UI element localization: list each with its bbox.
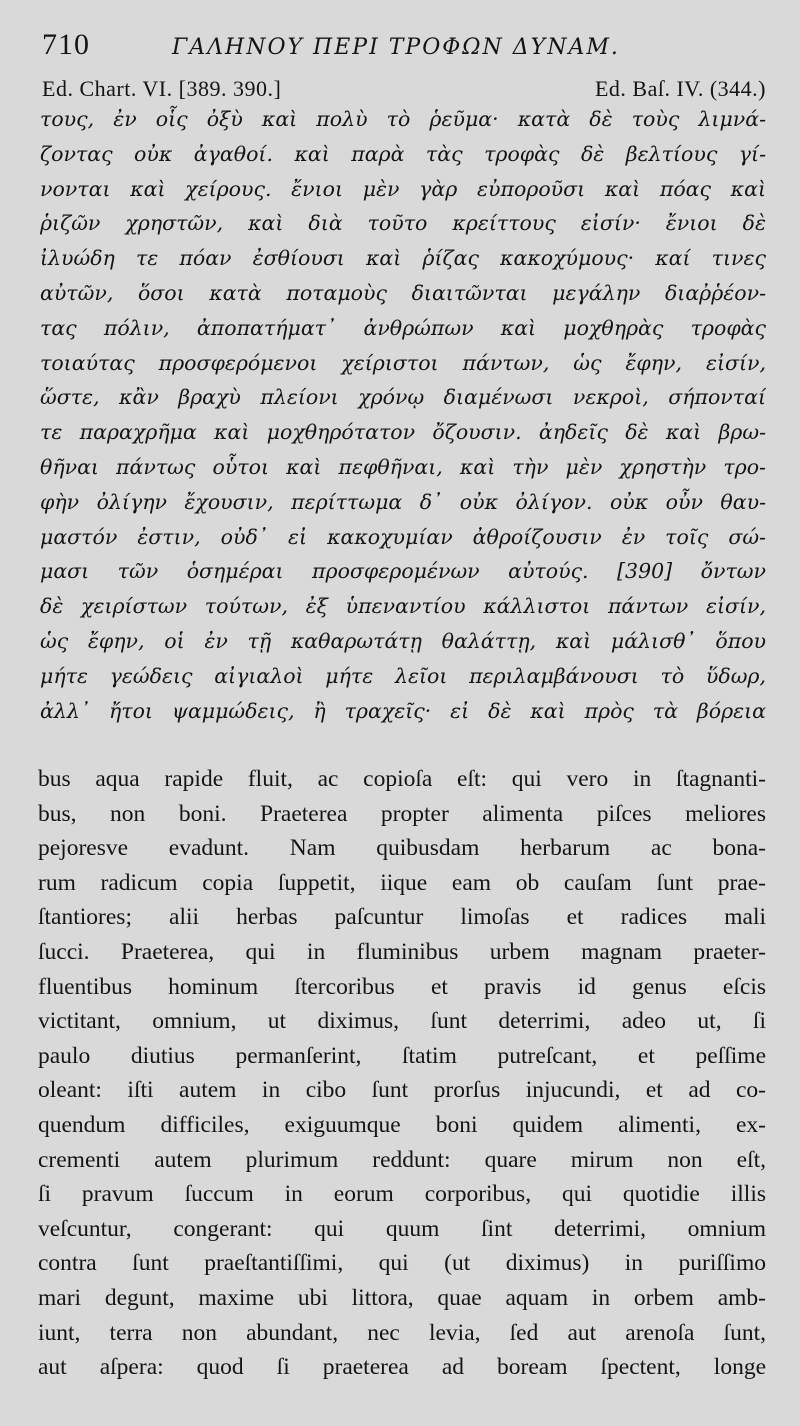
greek-line: ὥστε, κἂν βραχὺ πλείονι χρόνῳ διαμένωσι νεκροὶ, σήπονταί bbox=[40, 385, 766, 410]
latin-line: iunt, terra non abundant, nec levia, ſed aut arenoſa ſunt, bbox=[38, 1319, 766, 1346]
latin-line: crementi autem plurimum reddunt: quare mirum non eſt, bbox=[38, 1146, 766, 1173]
latin-line: pejoresve evadunt. Nam quibusdam herbarum ac bona- bbox=[38, 835, 766, 862]
greek-line: ὡς ἔφην, οἱ ἐν τῇ καθαρωτάτῃ θαλάττῃ, καὶ μάλισθ᾽ ὅπου bbox=[40, 628, 766, 653]
latin-line: ſi pravum ſuccum in eorum corporibus, qui quotidie illis bbox=[38, 1181, 766, 1208]
greek-text-block bbox=[40, 102, 766, 728]
greek-line: θῆναι πάντως οὗτοι καὶ πεφθῆναι, καὶ τὴν μὲν χρηστὴν τρο- bbox=[40, 454, 766, 479]
greek-line: μήτε γεώδεις αἰγιαλοὶ μήτε λεῖοι περιλαμβάνουσι τὸ ὕδωρ, bbox=[40, 663, 766, 688]
greek-line: ζοντας οὐκ ἀγαθοί. καὶ παρὰ τὰς τροφὰς δὲ βελτίους γί- bbox=[40, 141, 766, 166]
latin-line: bus aqua rapide fluit, ac copioſa eſt: qui vero in ſtagnanti- bbox=[38, 766, 766, 792]
greek-line: δὲ χειρίστων τούτων, ἐξ ὑπεναντίου κάλλιστοι πάντων εἰσίν, bbox=[40, 594, 766, 619]
greek-line: τους, ἐν οἷς ὀξὺ καὶ πολὺ τὸ ῥεῦμα· κατὰ δὲ τοὺς λιμνά- bbox=[40, 107, 766, 131]
latin-line: aut aſpera: quod ſi praeterea ad boream ſpectent, longe bbox=[38, 1354, 766, 1381]
latin-line: paulo diutius permanſerint, ſtatim putreſcant, et peſſime bbox=[38, 1042, 766, 1069]
latin-line: ſucci. Praeterea, qui in fluminibus urbem magnam praeter- bbox=[38, 938, 766, 965]
latin-line: bus, non boni. Praeterea propter alimenta piſces meliores bbox=[38, 800, 766, 827]
greek-line: μασι τῶν ὁσημέραι προσφερομένων αὐτούς. [390] ὄντων bbox=[40, 559, 766, 584]
latin-line: rum radicum copia ſuppetit, iique eam ob cauſam ſunt prae- bbox=[38, 869, 766, 896]
latin-line: mari degunt, maxime ubi littora, quae aquam in orbem amb- bbox=[38, 1284, 766, 1311]
edition-chartier-reference: Ed. Chart. VI. [389. 390.] bbox=[42, 76, 282, 101]
running-title: ΓΑΛΗΝΟΥ ΠΕΡΙ ΤΡΟΦΩΝ ΔΥΝΑΜ. bbox=[172, 35, 620, 60]
greek-line: αὐτῶν, ὅσοι κατὰ ποταμοὺς διαιτῶνται μεγάλην διαῤῥέον- bbox=[40, 280, 766, 305]
greek-line: ἀλλ᾽ ἤτοι ψαμμώδεις, ἢ τραχεῖς· εἰ δὲ καὶ πρὸς τὰ βόρεια bbox=[40, 698, 766, 723]
greek-line: τας πόλιν, ἀποπατήματ᾽ ἀνθρώπων καὶ μοχθηρὰς τροφὰς bbox=[40, 315, 766, 340]
latin-line: fluentibus hominum ſtercoribus et pravis id genus eſcis bbox=[38, 973, 766, 1000]
greek-line: τοιαύτας προσφερόμενοι χείριστοι πάντων, ὡς ἔφην, εἰσίν, bbox=[40, 350, 766, 375]
page-number: 710 bbox=[42, 28, 90, 61]
edition-reference-line bbox=[42, 76, 766, 102]
greek-line: ῥιζῶν χρηστῶν, καὶ διὰ τοῦτο κρείττους εἰσίν· ἔνιοι δὲ bbox=[40, 211, 766, 236]
edition-basel-reference: Ed. Baſ. IV. (344.) bbox=[594, 76, 766, 101]
latin-line: contra ſunt praeſtantiſſimi, qui (ut diximus) in puriſſimo bbox=[38, 1250, 766, 1277]
latin-text-block bbox=[38, 762, 766, 1385]
running-head bbox=[42, 28, 762, 68]
greek-line: νονται καὶ χείρους. ἔνιοι μὲν γὰρ εὐποροῦσι καὶ πόας καὶ bbox=[40, 176, 766, 201]
latin-line: ſtantiores; alii herbas paſcuntur limoſas et radices mali bbox=[38, 904, 766, 931]
latin-line: veſcuntur, congerant: qui quum ſint deterrimi, omnium bbox=[38, 1215, 766, 1242]
greek-line: φὴν ὀλίγην ἔχουσιν, περίττωμα δ᾽ οὐκ ὀλίγον. οὐκ οὖν θαυ- bbox=[40, 489, 766, 514]
greek-line: μαστόν ἐστιν, οὐδ᾽ εἰ κακοχυμίαν ἀθροίζουσιν ἐν τοῖς σώ- bbox=[40, 524, 766, 549]
latin-line: oleant: iſti autem in cibo ſunt prorſus injucundi, et ad co- bbox=[38, 1077, 766, 1104]
latin-line: victitant, omnium, ut diximus, ſunt deterrimi, adeo ut, ſi bbox=[38, 1008, 766, 1035]
latin-line: quendum difficiles, exiguumque boni quidem alimenti, ex- bbox=[38, 1111, 766, 1138]
greek-line: τε παραχρῆμα καὶ μοχθηρότατον ὄζουσιν. ἀηδεῖς δὲ καὶ βρω- bbox=[40, 420, 766, 445]
greek-line: ἰλυώδη τε πόαν ἐσθίουσι καὶ ῥίζας κακοχύμους· καί τινες bbox=[40, 246, 766, 271]
